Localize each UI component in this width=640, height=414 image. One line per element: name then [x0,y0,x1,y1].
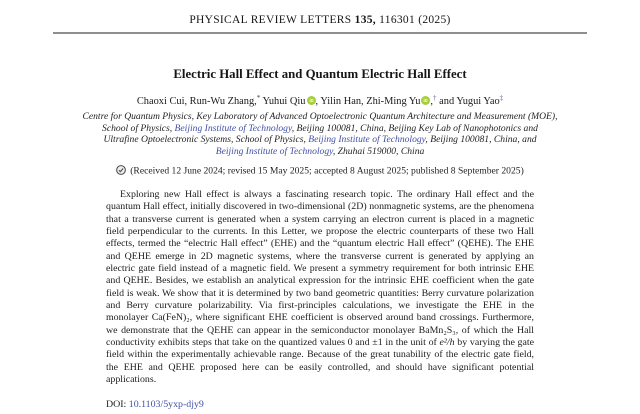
author-name: Run-Wu Zhang, [189,96,257,107]
doi-link[interactable]: 10.1103/5yxp-djy9 [128,399,204,411]
author-name: and Yugui Yao [439,96,500,107]
institution-link[interactable]: Beijing Institute of Technology [308,134,426,146]
footnote-marker[interactable]: ‡ [499,94,504,102]
doi-label: DOI: [106,399,129,411]
abstract [106,189,534,387]
crossmark-icon[interactable] [116,165,126,175]
affiliation-text: , Beijing 100081, China, Beijing Key Lab of Nanophotonics and [291,122,538,134]
footnote-marker[interactable]: † [433,94,437,102]
svg-text:iD: iD [423,98,428,104]
author-name: Yilin Han, [320,96,364,107]
affiliation-text: Centre for Quantum Physics, Key Laboratory of Advanced Optoelectronic Quantum Architecture and Measurement (MOE), [82,111,558,122]
author-separator: , [315,96,319,107]
paper-title: Electric Hall Effect and Quantum Electric Hall Effect [173,67,467,81]
received-line [0,165,640,178]
journal-header [0,14,640,27]
affiliation-line [0,111,640,123]
affiliation-text: Ultrafine Optoelectronic Systems, School of Physics, [103,134,309,146]
affiliation-text: School of Physics, [102,122,175,134]
affiliation-text: , Beijing 100081, China, and [425,134,537,146]
affiliation-text: , Zhuhai 519000, China [332,145,425,157]
journal-volume: 135, [354,14,376,26]
abstract-text: Exploring new Hall effect is always a fascinating research topic. The ordinary Hall effect and the quantum Hall effect, initially discovered in two-dimensional (2D) nonmagnetic systems, are the phenomena that a transverse current is generated when a system carrying an electron current is placed in a magnetic field perpendicular to the currents. In this Letter, we propose the electric counterparts of these two Hall effects, termed the “electric Hall effect” (EHE) and the “quantum electric Hall effect” (QEHE). The EHE and QEHE emerge in 2D magnetic systems, where the transverse current is generated by applying an electric gate field instead of a magnetic field. We present a symmetry requirement for both intrinsic EHE and QEHE. Besides, we establish an analytical expression for the intrinsic EHE coefficient when the gate field is weak. We show that it is determined by two band geometric quantities: Berry curvature polarization and Berry curvature polarizability. Via first-principles calculations, we investigate the EHE in the monolayer Ca(FeN)₂, where significant EHE coefficient is observed around band crossings. Furthermore, we demonstrate that the QEHE can appear in the semiconductor monolayer BaMn₂S₃, of which the Hall conductivity exhibits steps that take on the quantized values 0 and ±1 in the unit of [106,188,534,348]
journal-name: PHYSICAL REVIEW LETTERS [189,14,352,26]
abstract-paragraph [106,189,534,387]
footnote-marker[interactable]: * [256,94,261,102]
author-name: Yuhui Qiu [262,96,306,107]
doi-line [106,399,534,410]
affiliation-line [0,146,640,158]
affiliation-line [0,134,640,146]
abstract-text: by varying the gate field within the experimentally achievable range. Because of the great tunability of the electric gate field, the EHE and QEHE proposed here can be easily controlled, and should have significant potential applications. [106,337,534,386]
author-name: Zhi-Ming Yu [366,96,421,107]
journal-citation: 116301 (2025) [375,14,451,26]
received-text: (Received 12 June 2024; revised 15 May 2025; accepted 8 August 2025; published 8 September 2025) [130,165,524,177]
author-name: Chaoxi Cui, [136,96,188,107]
svg-text:iD: iD [308,98,314,104]
inline-formula: e²/h [439,337,455,348]
institution-link[interactable]: Beijing Institute of Technology [174,122,292,134]
affiliation-block [0,111,640,157]
affiliation-line [0,123,640,135]
institution-link[interactable]: Beijing Institute of Technology [215,145,333,157]
orcid-icon[interactable] [307,96,316,105]
author-separator: , [430,96,434,107]
author-list [0,95,640,108]
header-rule [53,32,587,34]
